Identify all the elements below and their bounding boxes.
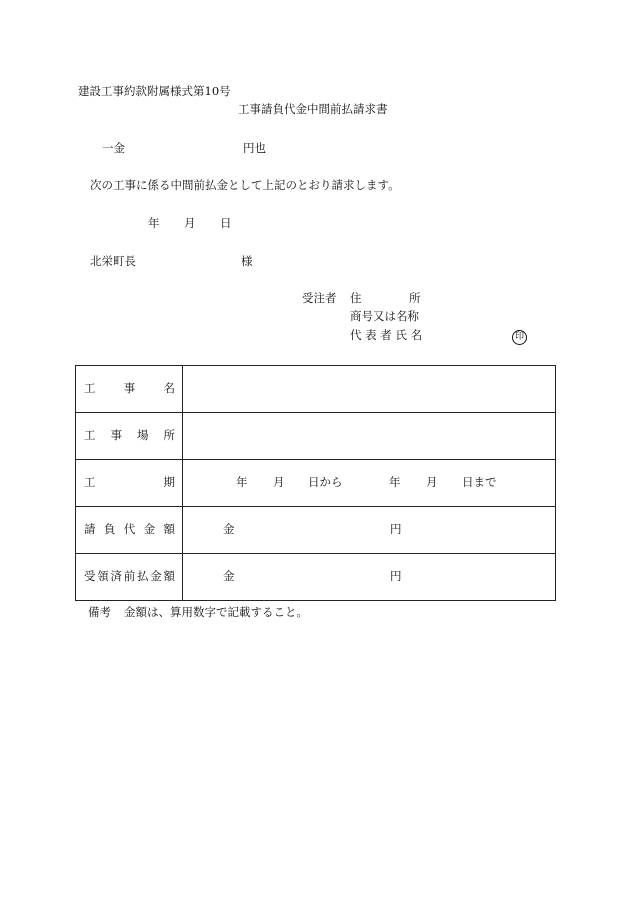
received-advance-prefix: 金 — [223, 569, 235, 583]
date-day-label: 日 — [220, 216, 232, 230]
addressee-name: 北栄町長 — [90, 254, 136, 268]
table-row — [76, 507, 556, 554]
contract-amount-suffix: 円 — [390, 522, 402, 536]
contract-amount-prefix: 金 — [223, 522, 235, 536]
table-row — [76, 554, 556, 601]
construction-period-label: 工 期 — [76, 460, 183, 507]
contract-amount-field[interactable] — [183, 507, 556, 554]
period-start-year: 年 — [236, 475, 248, 489]
addressee-honorific: 様 — [241, 254, 253, 268]
date-month-label: 月 — [184, 216, 196, 230]
address-label-2: 所 — [409, 291, 421, 305]
company-label: 商号又は名称 — [350, 309, 419, 323]
representative-label: 代 表 者 氏 名 — [350, 328, 423, 342]
table-row — [76, 460, 556, 507]
contractor-role: 受注者 — [302, 291, 337, 305]
seal-mark: 印 — [512, 330, 527, 345]
form-number: 建設工事約款附属様式第10号 — [78, 84, 231, 98]
contract-amount-label: 請 負 代 金 額 — [76, 507, 183, 554]
period-start-day: 日から — [308, 475, 343, 489]
details-table — [75, 365, 556, 601]
period-end-month: 月 — [426, 475, 438, 489]
construction-name-field[interactable] — [183, 366, 556, 413]
amount-suffix: 円也 — [243, 141, 266, 155]
construction-name-label: 工 事 名 — [76, 366, 183, 413]
construction-site-label: 工 事 場 所 — [76, 413, 183, 460]
period-start-month: 月 — [273, 475, 285, 489]
construction-period-field[interactable] — [183, 460, 556, 507]
table-row — [76, 366, 556, 413]
received-advance-label: 受 領 済 前 払 金 額 — [76, 554, 183, 601]
construction-site-field[interactable] — [183, 413, 556, 460]
date-year-label: 年 — [148, 216, 160, 230]
period-end-day: 日まで — [462, 475, 497, 489]
period-end-year: 年 — [389, 475, 401, 489]
request-statement: 次の工事に係る中間前払金として上記のとおり請求します。 — [90, 178, 400, 192]
received-advance-suffix: 円 — [390, 569, 402, 583]
document-title: 工事請負代金中間前払請求書 — [238, 102, 388, 116]
table-row — [76, 413, 556, 460]
amount-prefix: 一金 — [102, 141, 125, 155]
received-advance-field[interactable] — [183, 554, 556, 601]
address-label-1: 住 — [350, 291, 362, 305]
note-label: 備考 — [88, 605, 111, 619]
note-text: 金額は、算用数字で記載すること。 — [124, 605, 308, 619]
